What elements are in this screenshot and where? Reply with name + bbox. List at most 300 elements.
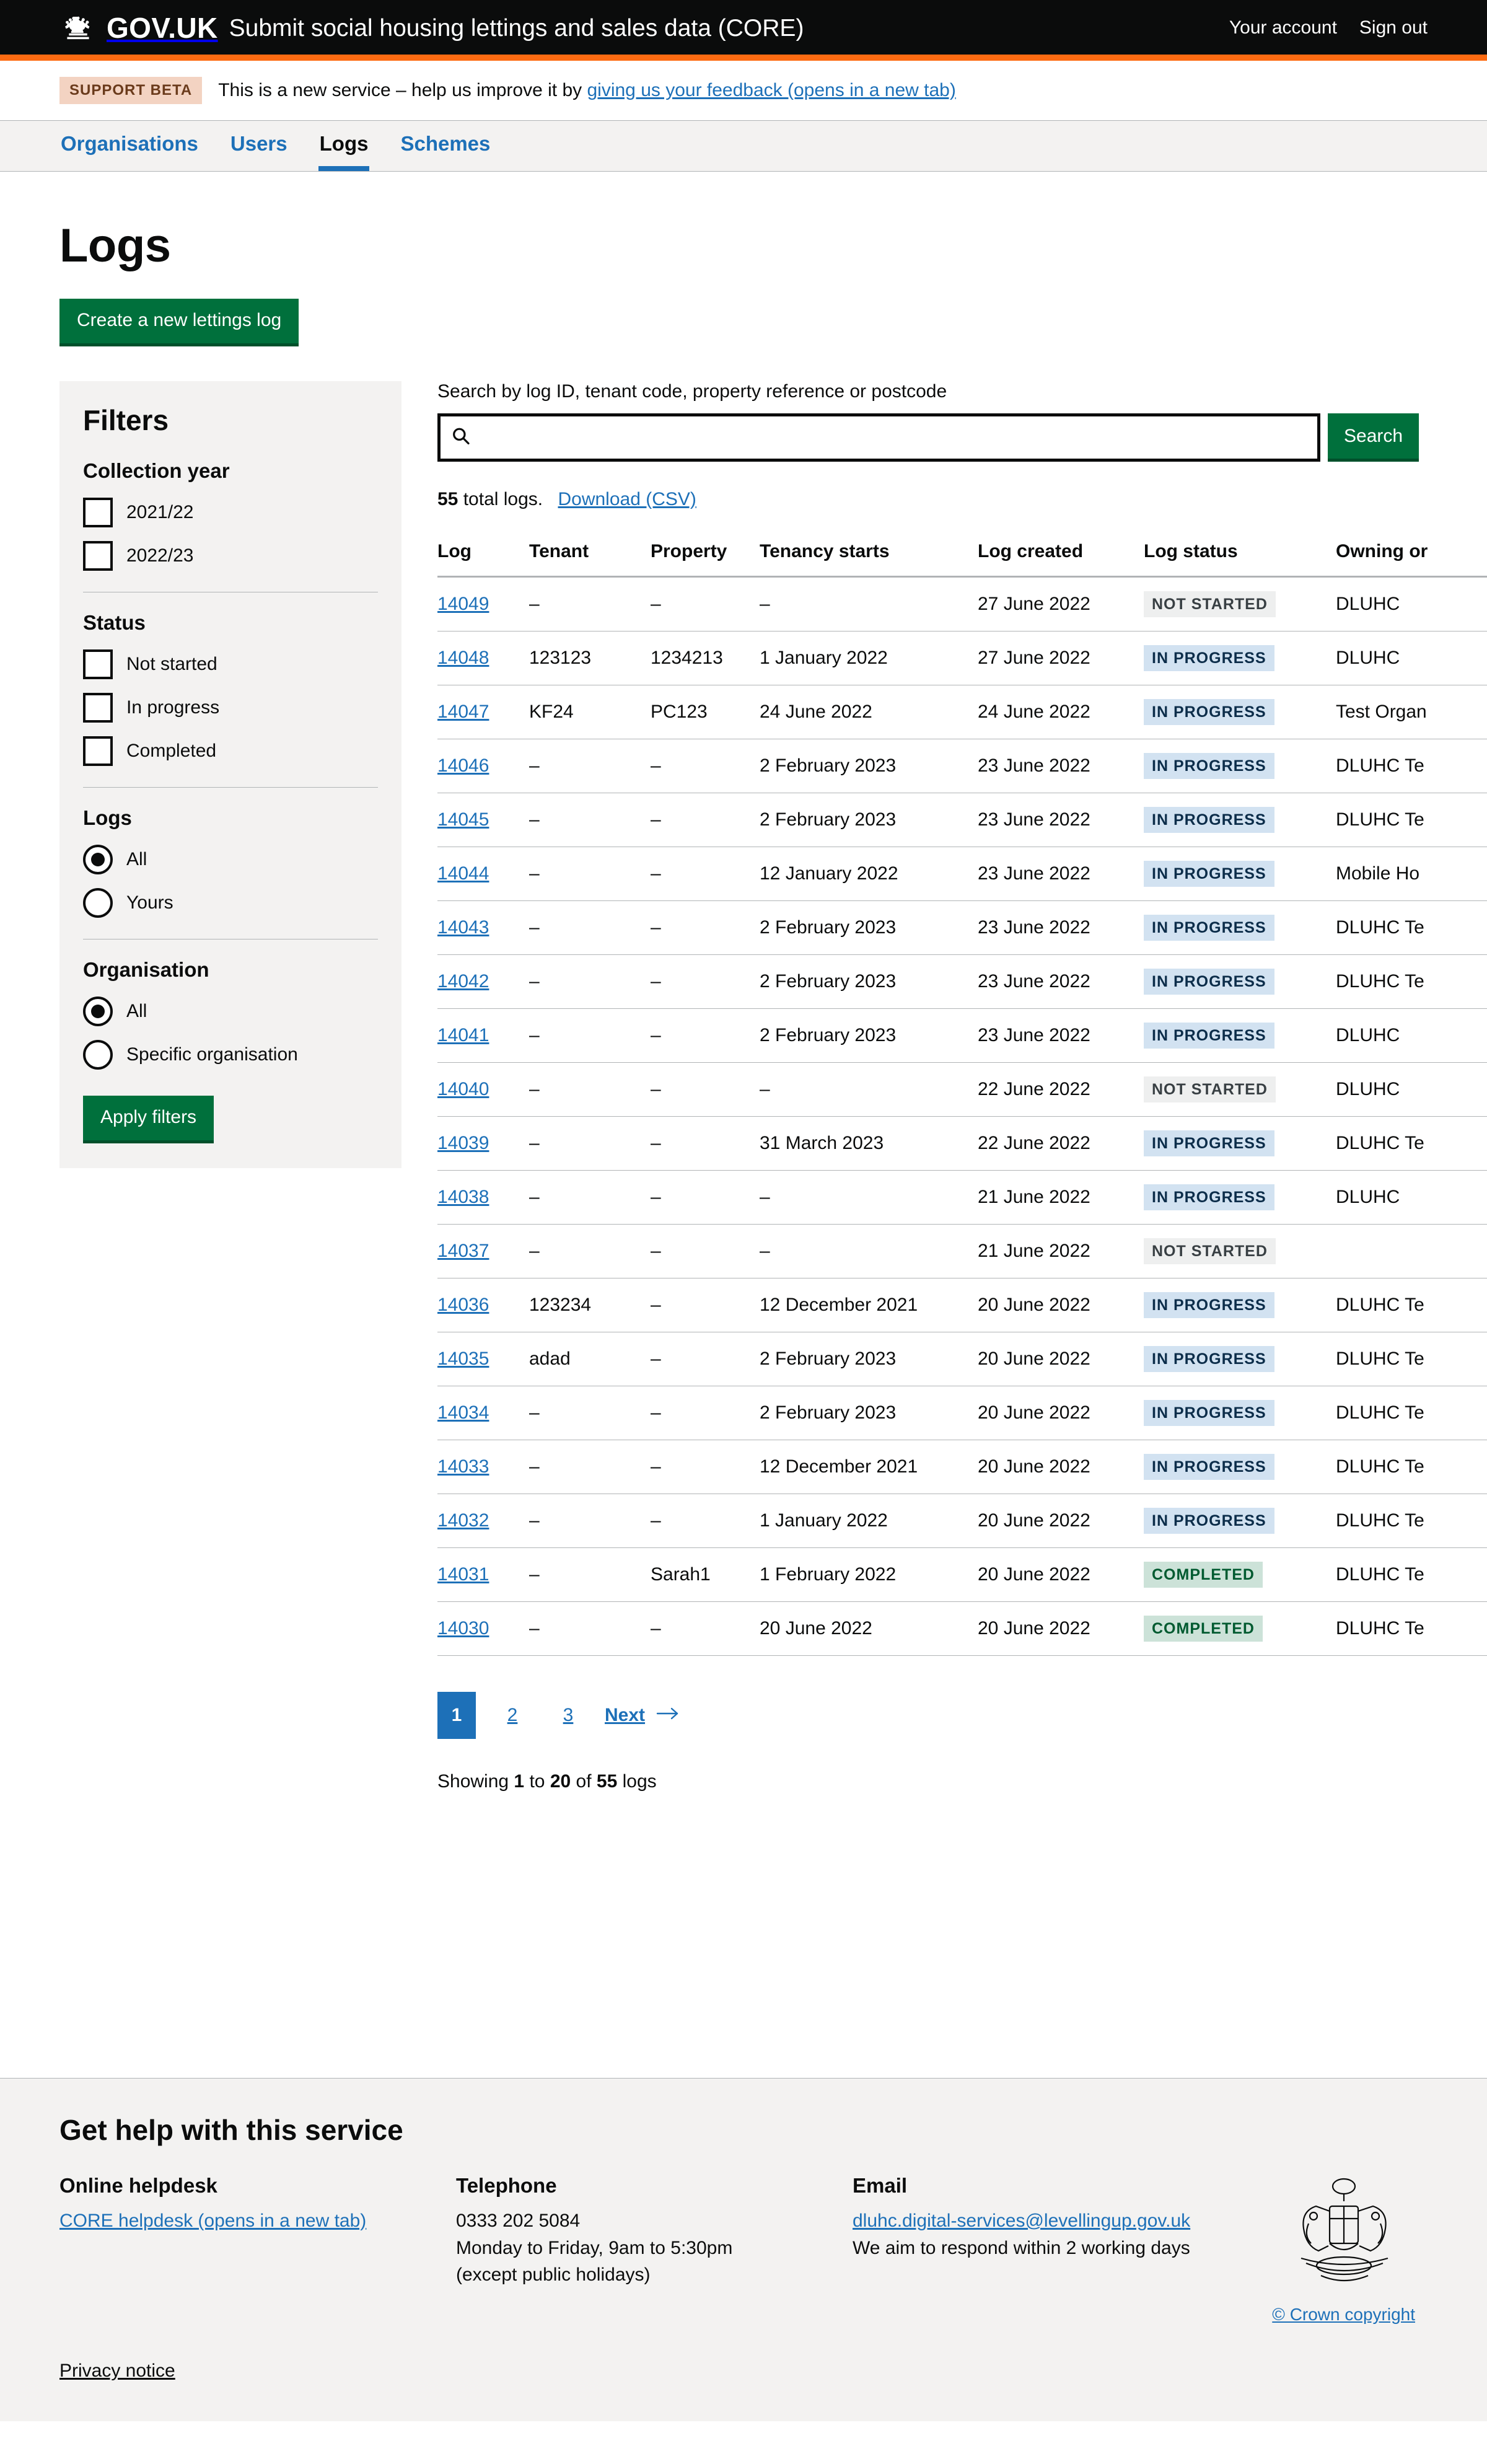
status-badge: IN PROGRESS — [1144, 1400, 1274, 1426]
cell-tenancy-starts: 2 February 2023 — [760, 739, 978, 793]
cell-property: – — [651, 847, 760, 901]
cell-tenant: – — [529, 1171, 651, 1225]
log-link[interactable]: 14033 — [437, 1456, 489, 1477]
cell-tenant: 123234 — [529, 1278, 651, 1332]
table-row — [437, 685, 1487, 739]
cell-owning-organisation — [1336, 1225, 1487, 1278]
search-row — [437, 413, 1428, 462]
cell-tenancy-starts: – — [760, 1225, 978, 1278]
cell-log — [437, 1117, 529, 1171]
cell-log-status — [1144, 1117, 1336, 1171]
status-badge: IN PROGRESS — [1144, 1184, 1274, 1210]
cell-log — [437, 955, 529, 1009]
column-header-property: Property — [651, 527, 760, 577]
results-summary — [437, 489, 1428, 510]
filter-group-status — [83, 611, 378, 766]
log-link[interactable]: 14040 — [437, 1079, 489, 1099]
cell-tenancy-starts: 1 January 2022 — [760, 631, 978, 685]
cell-tenancy-starts: 12 December 2021 — [760, 1278, 978, 1332]
cell-log-created: 22 June 2022 — [978, 1063, 1144, 1117]
filter-checkbox-2022-23[interactable] — [83, 541, 378, 571]
cell-owning-organisation: DLUHC — [1336, 1171, 1487, 1225]
column-header-log-status: Log status — [1144, 527, 1336, 577]
crown-icon — [59, 14, 97, 42]
cell-tenancy-starts: 24 June 2022 — [760, 685, 978, 739]
status-badge: IN PROGRESS — [1144, 753, 1274, 779]
cell-log-status — [1144, 739, 1336, 793]
cell-log-status — [1144, 1278, 1336, 1332]
checkbox-icon[interactable] — [83, 649, 113, 679]
cell-tenant: – — [529, 1063, 651, 1117]
cell-tenancy-starts: 12 December 2021 — [760, 1440, 978, 1494]
cell-tenant: – — [529, 1225, 651, 1278]
table-row — [437, 1494, 1487, 1548]
govuk-logotype: GOV.UK — [107, 12, 218, 44]
cell-log — [437, 793, 529, 847]
cell-owning-organisation: DLUHC Te — [1336, 1548, 1487, 1602]
table-row — [437, 847, 1487, 901]
cell-owning-organisation: DLUHC — [1336, 1009, 1487, 1063]
table-row — [437, 1602, 1487, 1656]
main-content — [0, 219, 1487, 2078]
status-badge: COMPLETED — [1144, 1616, 1263, 1642]
cell-owning-organisation: DLUHC Te — [1336, 1117, 1487, 1171]
cell-property: – — [651, 1386, 760, 1440]
cell-log — [437, 685, 529, 739]
log-link[interactable]: 14047 — [437, 702, 489, 722]
cell-tenant: – — [529, 1602, 651, 1656]
filter-radio-logs-yours[interactable] — [83, 888, 378, 918]
filter-group-collection-year — [83, 459, 378, 571]
phase-tag: SUPPORT BETA — [59, 77, 202, 104]
cell-log-status — [1144, 577, 1336, 631]
cell-property: – — [651, 1494, 760, 1548]
cell-owning-organisation: DLUHC Te — [1336, 1602, 1487, 1656]
table-row — [437, 1171, 1487, 1225]
status-badge: NOT STARTED — [1144, 591, 1276, 617]
status-badge: IN PROGRESS — [1144, 645, 1274, 671]
radio-icon[interactable] — [83, 997, 113, 1026]
table-row — [437, 901, 1487, 955]
status-badge: IN PROGRESS — [1144, 1292, 1274, 1318]
cell-log-status — [1144, 1548, 1336, 1602]
cell-log — [437, 1494, 529, 1548]
cell-owning-organisation: DLUHC — [1336, 577, 1487, 631]
showing-from: 1 — [514, 1771, 525, 1792]
cell-owning-organisation: DLUHC Te — [1336, 1278, 1487, 1332]
total-logs-text: total logs. — [463, 489, 543, 509]
page-title: Logs — [59, 219, 171, 272]
status-badge: IN PROGRESS — [1144, 861, 1274, 887]
logs-table — [437, 527, 1487, 1656]
cell-log-created: 23 June 2022 — [978, 793, 1144, 847]
cell-property: – — [651, 1117, 760, 1171]
status-badge: IN PROGRESS — [1144, 1023, 1274, 1049]
cell-log-created: 24 June 2022 — [978, 685, 1144, 739]
results-panel — [401, 381, 1428, 1852]
search-label: Search by log ID, tenant code, property reference or postcode — [437, 381, 947, 402]
footer-telephone-note: (except public holidays) — [456, 2264, 651, 2285]
cell-log — [437, 847, 529, 901]
status-badge: IN PROGRESS — [1144, 1346, 1274, 1372]
filter-label-not-started: Not started — [126, 654, 217, 674]
log-link[interactable]: 14030 — [437, 1618, 489, 1639]
cell-tenant: – — [529, 1440, 651, 1494]
showing-of-word: of — [576, 1771, 592, 1792]
table-row — [437, 1332, 1487, 1386]
status-badge: NOT STARTED — [1144, 1238, 1276, 1264]
filter-label-logs-all: All — [126, 849, 147, 869]
log-link[interactable]: 14036 — [437, 1295, 489, 1315]
footer-telephone-title: Telephone — [456, 2174, 557, 2197]
cell-tenancy-starts: – — [760, 577, 978, 631]
log-link[interactable]: 14042 — [437, 971, 489, 992]
filter-group-title-logs: Logs — [83, 806, 132, 829]
pagination-page-2[interactable]: 2 — [507, 1705, 518, 1725]
nav-item-organisations[interactable]: Organisations — [61, 131, 198, 155]
nav-item-schemes[interactable]: Schemes — [400, 131, 491, 155]
log-link[interactable]: 14032 — [437, 1510, 489, 1531]
footer-column-email — [853, 2174, 1249, 2261]
cell-log-created: 23 June 2022 — [978, 955, 1144, 1009]
table-row — [437, 1440, 1487, 1494]
status-badge: IN PROGRESS — [1144, 1130, 1274, 1156]
table-row — [437, 1548, 1487, 1602]
privacy-notice-link[interactable]: Privacy notice — [59, 2361, 175, 2381]
nav-item-users[interactable]: Users — [230, 131, 287, 155]
footer-email-link[interactable]: dluhc.digital-services@levellingup.gov.uk — [853, 2211, 1191, 2231]
pagination-page-1[interactable]: 1 — [437, 1692, 476, 1739]
cell-log-status — [1144, 793, 1336, 847]
log-link[interactable]: 14046 — [437, 755, 489, 776]
cell-log — [437, 1548, 529, 1602]
filter-checkbox-not-started[interactable] — [83, 649, 378, 679]
cell-log-status — [1144, 1440, 1336, 1494]
cell-tenancy-starts: 2 February 2023 — [760, 1009, 978, 1063]
column-header-tenancy-starts: Tenancy starts — [760, 527, 978, 577]
cell-log-status — [1144, 1332, 1336, 1386]
cell-log — [437, 1063, 529, 1117]
cell-tenant: – — [529, 1494, 651, 1548]
cell-owning-organisation: DLUHC Te — [1336, 1332, 1487, 1386]
footer-heading: Get help with this service — [59, 2114, 403, 2146]
cell-log — [437, 631, 529, 685]
cell-log — [437, 1602, 529, 1656]
cell-log-created: 27 June 2022 — [978, 631, 1144, 685]
logs-table-body — [437, 577, 1487, 1656]
radio-icon[interactable] — [83, 845, 113, 874]
divider — [83, 787, 378, 788]
cell-log-status — [1144, 1171, 1336, 1225]
cell-owning-organisation: DLUHC Te — [1336, 1440, 1487, 1494]
table-row — [437, 955, 1487, 1009]
cell-tenancy-starts: 2 February 2023 — [760, 901, 978, 955]
cell-owning-organisation: DLUHC Te — [1336, 793, 1487, 847]
status-badge: IN PROGRESS — [1144, 1454, 1274, 1480]
cell-log-created: 23 June 2022 — [978, 1009, 1144, 1063]
cell-log-status — [1144, 847, 1336, 901]
cell-property: – — [651, 1332, 760, 1386]
log-link[interactable]: 14037 — [437, 1241, 489, 1261]
table-row — [437, 1009, 1487, 1063]
table-row — [437, 793, 1487, 847]
column-header-owning-organisation: Owning or — [1336, 527, 1487, 577]
cell-tenancy-starts: 20 June 2022 — [760, 1602, 978, 1656]
radio-icon[interactable] — [83, 888, 113, 918]
showing-suffix: logs — [622, 1771, 657, 1792]
cell-log-created: 20 June 2022 — [978, 1548, 1144, 1602]
cell-log — [437, 1440, 529, 1494]
status-badge: COMPLETED — [1144, 1562, 1263, 1588]
cell-log — [437, 1386, 529, 1440]
log-link[interactable]: 14031 — [437, 1564, 489, 1585]
cell-tenancy-starts: – — [760, 1063, 978, 1117]
footer-column-online-helpdesk — [59, 2174, 456, 2235]
footer-column-telephone — [456, 2174, 853, 2289]
log-link[interactable]: 14035 — [437, 1349, 489, 1369]
sign-out-link[interactable]: Sign out — [1359, 17, 1428, 38]
search-button[interactable]: Search — [1328, 413, 1419, 462]
log-link[interactable]: 14034 — [437, 1402, 489, 1423]
cell-log-created: 20 June 2022 — [978, 1602, 1144, 1656]
cell-owning-organisation: DLUHC — [1336, 1063, 1487, 1117]
cell-property: – — [651, 577, 760, 631]
cell-property: – — [651, 1225, 760, 1278]
cell-tenancy-starts: 2 February 2023 — [760, 793, 978, 847]
cell-tenant: – — [529, 1548, 651, 1602]
showing-to-word: to — [529, 1771, 545, 1792]
cell-log-status — [1144, 901, 1336, 955]
filter-group-title-organisation: Organisation — [83, 958, 209, 981]
checkbox-icon[interactable] — [83, 693, 113, 723]
cell-tenant: – — [529, 955, 651, 1009]
filter-group-title-status: Status — [83, 611, 146, 634]
cell-log-status — [1144, 1494, 1336, 1548]
cell-property: – — [651, 739, 760, 793]
cell-tenant: – — [529, 739, 651, 793]
showing-prefix: Showing — [437, 1771, 509, 1792]
footer-email-title: Email — [853, 2174, 908, 2197]
cell-log-created: 27 June 2022 — [978, 577, 1144, 631]
pagination-next-label: Next — [605, 1705, 646, 1725]
cell-log-created: 21 June 2022 — [978, 1225, 1144, 1278]
cell-log-status — [1144, 1009, 1336, 1063]
column-header-tenant: Tenant — [529, 527, 651, 577]
status-badge: IN PROGRESS — [1144, 807, 1274, 833]
filter-group-organisation — [83, 958, 378, 1070]
log-link[interactable]: 14043 — [437, 917, 489, 938]
cell-property: Sarah1 — [651, 1548, 760, 1602]
cell-log-status — [1144, 631, 1336, 685]
filter-label-2021-22: 2021/22 — [126, 502, 194, 522]
cell-log-status — [1144, 685, 1336, 739]
cell-tenancy-starts: 12 January 2022 — [760, 847, 978, 901]
pagination-page-3[interactable]: 3 — [563, 1705, 574, 1725]
cell-log — [437, 1278, 529, 1332]
filter-checkbox-2021-22[interactable] — [83, 498, 378, 527]
cell-property: 1234213 — [651, 631, 760, 685]
radio-icon[interactable] — [83, 1040, 113, 1070]
apply-filters-button[interactable]: Apply filters — [83, 1096, 214, 1143]
table-row — [437, 1063, 1487, 1117]
filter-group-logs — [83, 806, 378, 918]
crown-copyright-block — [1272, 2174, 1428, 2325]
table-row — [437, 1117, 1487, 1171]
cell-owning-organisation: DLUHC Te — [1336, 1386, 1487, 1440]
cell-tenant: – — [529, 1386, 651, 1440]
log-link[interactable]: 14048 — [437, 648, 489, 668]
cell-tenancy-starts: 2 February 2023 — [760, 1332, 978, 1386]
filter-radio-organisation-all[interactable] — [83, 997, 378, 1026]
cell-log-created: 20 June 2022 — [978, 1440, 1144, 1494]
cell-tenant: 123123 — [529, 631, 651, 685]
status-badge: IN PROGRESS — [1144, 915, 1274, 941]
filter-radio-logs-all[interactable] — [83, 845, 378, 874]
search-input[interactable] — [437, 413, 1320, 462]
showing-total: 55 — [596, 1771, 618, 1792]
service-name: Submit social housing lettings and sales data (CORE) — [229, 14, 804, 42]
cell-log-status — [1144, 1063, 1336, 1117]
cell-owning-organisation: DLUHC Te — [1336, 1494, 1487, 1548]
phase-banner-text-lead: This is a new service – help us improve it by — [218, 80, 582, 100]
cell-log-created: 20 June 2022 — [978, 1494, 1144, 1548]
table-row — [437, 1278, 1487, 1332]
filter-radio-organisation-specific[interactable] — [83, 1040, 378, 1070]
download-csv-link[interactable]: Download (CSV) — [558, 489, 696, 509]
status-badge: IN PROGRESS — [1144, 1508, 1274, 1534]
pagination — [437, 1692, 1428, 1739]
checkbox-icon[interactable] — [83, 498, 113, 527]
log-link[interactable]: 14039 — [437, 1133, 489, 1153]
footer-telephone-hours: Monday to Friday, 9am to 5:30pm — [456, 2237, 733, 2258]
cell-log — [437, 1171, 529, 1225]
filter-label-organisation-specific: Specific organisation — [126, 1044, 298, 1065]
showing-summary — [437, 1771, 1428, 1792]
column-header-log-created: Log created — [978, 527, 1144, 577]
log-link[interactable]: 14038 — [437, 1187, 489, 1207]
cell-log-created: 20 June 2022 — [978, 1332, 1144, 1386]
phase-banner — [0, 61, 1487, 121]
filter-label-logs-yours: Yours — [126, 892, 173, 913]
total-logs-count: 55 — [437, 489, 458, 509]
checkbox-icon[interactable] — [83, 736, 113, 766]
cell-property: – — [651, 793, 760, 847]
checkbox-icon[interactable] — [83, 541, 113, 571]
cell-tenancy-starts: 1 February 2022 — [760, 1548, 978, 1602]
cell-owning-organisation: DLUHC Te — [1336, 739, 1487, 793]
filter-label-organisation-all: All — [126, 1001, 147, 1021]
phase-banner-text — [218, 80, 956, 101]
cell-owning-organisation: DLUHC — [1336, 631, 1487, 685]
table-header-row — [437, 527, 1487, 577]
cell-tenancy-starts: – — [760, 1171, 978, 1225]
filter-label-completed: Completed — [126, 741, 217, 761]
cell-tenant: – — [529, 577, 651, 631]
cell-property: – — [651, 1602, 760, 1656]
arrow-right-icon — [656, 1705, 681, 1726]
cell-owning-organisation: DLUHC Te — [1336, 901, 1487, 955]
filter-checkbox-in-progress[interactable] — [83, 693, 378, 723]
cell-owning-organisation: Test Organ — [1336, 685, 1487, 739]
filter-group-title-collection-year: Collection year — [83, 459, 230, 482]
cell-log-created: 20 June 2022 — [978, 1278, 1144, 1332]
log-link[interactable]: 14044 — [437, 863, 489, 884]
status-badge: NOT STARTED — [1144, 1076, 1276, 1102]
primary-navigation — [0, 121, 1487, 172]
cell-tenant: – — [529, 901, 651, 955]
cell-log — [437, 739, 529, 793]
table-row — [437, 739, 1487, 793]
cell-tenancy-starts: 31 March 2023 — [760, 1117, 978, 1171]
govuk-home-link[interactable] — [59, 14, 218, 42]
footer-online-helpdesk-title: Online helpdesk — [59, 2174, 217, 2197]
cell-property: – — [651, 1171, 760, 1225]
table-row — [437, 1225, 1487, 1278]
cell-property: – — [651, 901, 760, 955]
cell-log-created: 22 June 2022 — [978, 1117, 1144, 1171]
cell-log-created: 23 June 2022 — [978, 739, 1144, 793]
cell-property: PC123 — [651, 685, 760, 739]
cell-tenancy-starts: 2 February 2023 — [760, 955, 978, 1009]
cell-log-status — [1144, 1602, 1336, 1656]
cell-tenant: – — [529, 1117, 651, 1171]
crown-copyright-link[interactable]: © Crown copyright — [1272, 2305, 1415, 2324]
footer-email-note: We aim to respond within 2 working days — [853, 2237, 1190, 2258]
cell-owning-organisation: DLUHC Te — [1336, 955, 1487, 1009]
cell-tenancy-starts: 2 February 2023 — [760, 1386, 978, 1440]
cell-log-created: 23 June 2022 — [978, 847, 1144, 901]
create-new-lettings-log-button[interactable]: Create a new lettings log — [59, 299, 299, 346]
status-badge: IN PROGRESS — [1144, 969, 1274, 995]
site-footer — [0, 2078, 1487, 2421]
cell-tenant: – — [529, 793, 651, 847]
log-link[interactable]: 14049 — [437, 594, 489, 614]
log-link[interactable]: 14045 — [437, 809, 489, 830]
royal-coat-of-arms-icon — [1279, 2174, 1409, 2289]
cell-property: – — [651, 1063, 760, 1117]
cell-tenant: KF24 — [529, 685, 651, 739]
filter-label-2022-23: 2022/23 — [126, 545, 194, 566]
cell-property: – — [651, 955, 760, 1009]
table-row — [437, 631, 1487, 685]
cell-log — [437, 577, 529, 631]
filters-panel — [59, 381, 401, 1168]
cell-tenant: adad — [529, 1332, 651, 1386]
your-account-link[interactable]: Your account — [1229, 17, 1337, 38]
cell-property: – — [651, 1440, 760, 1494]
nav-item-logs[interactable]: Logs — [318, 121, 370, 171]
feedback-link[interactable]: giving us your feedback (opens in a new tab) — [587, 80, 956, 100]
cell-owning-organisation: Mobile Ho — [1336, 847, 1487, 901]
table-row — [437, 1386, 1487, 1440]
cell-log — [437, 1009, 529, 1063]
cell-log-status — [1144, 1386, 1336, 1440]
cell-tenant: – — [529, 1009, 651, 1063]
footer-telephone-number: 0333 202 5084 — [456, 2211, 581, 2231]
column-header-log: Log — [437, 527, 529, 577]
core-helpdesk-link[interactable]: CORE helpdesk (opens in a new tab) — [59, 2211, 367, 2231]
pagination-next-link[interactable] — [605, 1705, 681, 1726]
log-link[interactable]: 14041 — [437, 1025, 489, 1045]
cell-log — [437, 901, 529, 955]
cell-log — [437, 1332, 529, 1386]
cell-log-status — [1144, 1225, 1336, 1278]
filter-checkbox-completed[interactable] — [83, 736, 378, 766]
cell-tenancy-starts: 1 January 2022 — [760, 1494, 978, 1548]
site-header — [0, 0, 1487, 61]
cell-tenant: – — [529, 847, 651, 901]
showing-to: 20 — [550, 1771, 571, 1792]
